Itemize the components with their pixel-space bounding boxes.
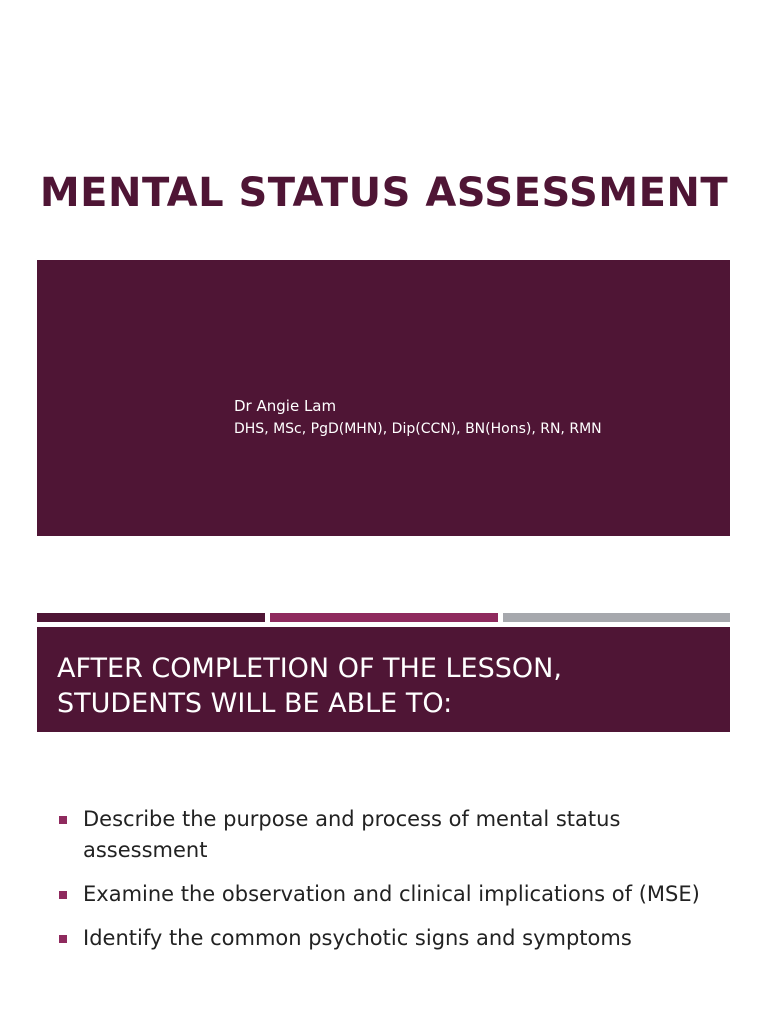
square-bullet-icon (59, 891, 67, 899)
author-name: Dr Angie Lam (234, 397, 337, 415)
objectives-heading-panel (37, 627, 730, 732)
list-item (57, 879, 717, 910)
author-credentials: DHS, MSc, PgD(MHN), Dip(CCN), BN(Hons), RN, RMN (234, 421, 602, 437)
divider-stripe-gray (503, 613, 730, 622)
objective-text: Examine the observation and clinical implications of (MSE) (83, 882, 700, 906)
objective-text: Identify the common psychotic signs and symptoms (83, 926, 632, 950)
list-item (57, 923, 717, 954)
square-bullet-icon (59, 816, 67, 824)
objectives-heading-line-2: STUDENTS WILL BE ABLE TO: (57, 688, 453, 719)
objectives-list (57, 804, 717, 967)
slide-title: MENTAL STATUS ASSESSMENT (39, 170, 729, 216)
objective-text: Describe the purpose and process of mental status assessment (83, 807, 621, 862)
objectives-heading (57, 651, 717, 721)
divider-stripe-plum (37, 613, 265, 622)
objectives-heading-line-1: AFTER COMPLETION OF THE LESSON, (57, 653, 562, 684)
list-item (57, 804, 717, 866)
square-bullet-icon (59, 935, 67, 943)
author-panel (37, 260, 730, 536)
divider-stripe-magenta (270, 613, 498, 622)
